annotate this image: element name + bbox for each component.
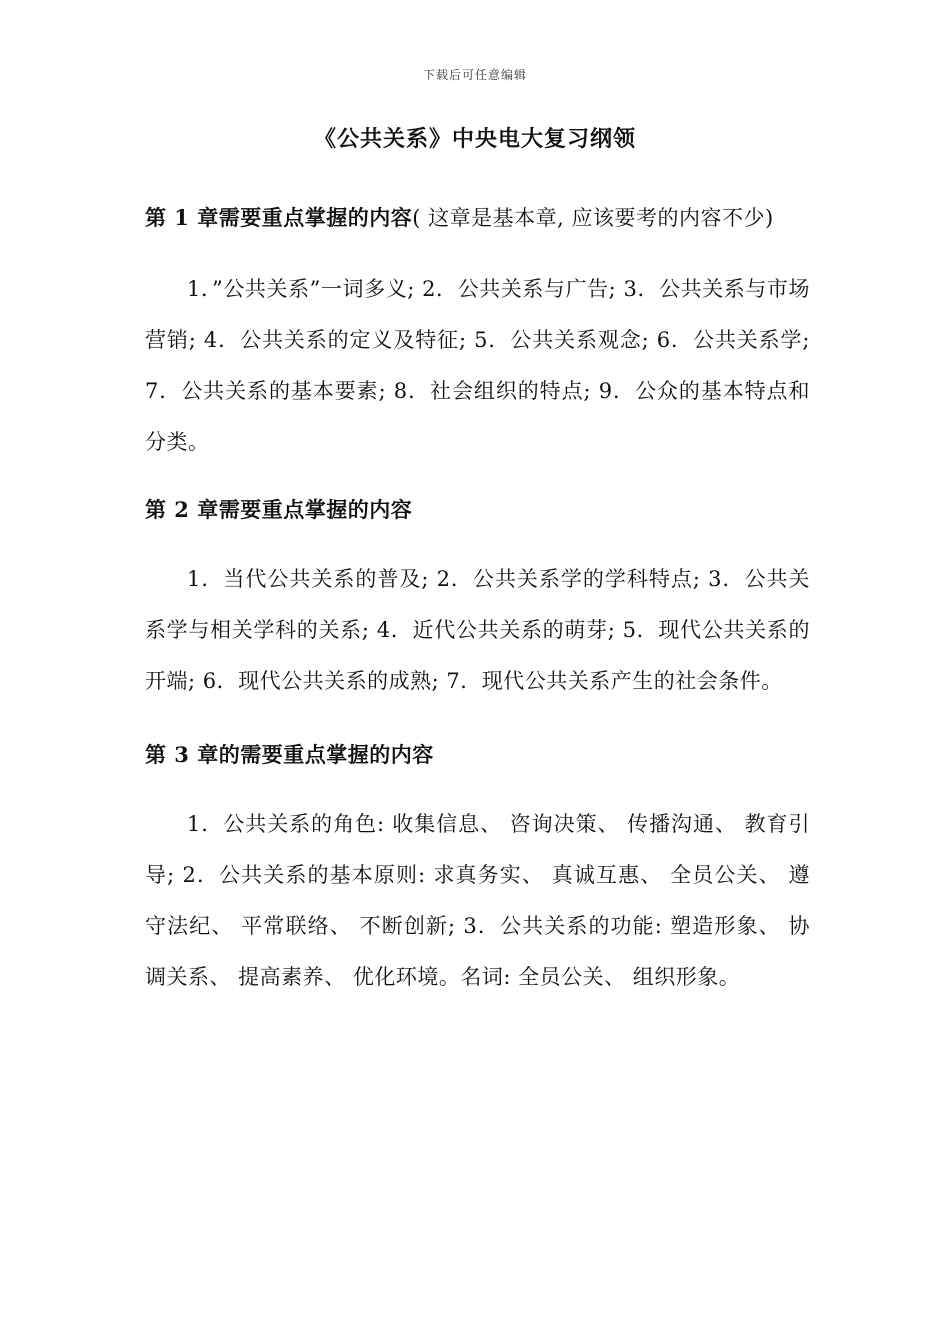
section-heading xyxy=(145,192,810,244)
section-body: 1．当代公共关系的普及; 2．公共关系学的学科特点; 3．公共关系学与相关学科的关系; 4．近代公共关系的萌芽; 5．现代公共关系的开端; 6．现代公共关系的成熟; 7．现代公共关系产生的社会条件。 xyxy=(145,567,810,693)
document-title: 《公共关系》中央电大复习纲领 xyxy=(313,126,636,152)
header-note: 下载后可任意编辑 xyxy=(422,68,527,82)
section-heading-text: 第 2 章需要重点掌握的内容 xyxy=(145,497,413,522)
section-heading-text: 第 3 章的需要重点掌握的内容 xyxy=(145,742,434,767)
section-heading-text: 第 1 章需要重点掌握的内容 xyxy=(145,205,413,230)
section-heading-note: ( 这章是基本章, 应该要考的内容不少) xyxy=(412,206,774,230)
section-heading xyxy=(145,484,810,536)
section-body: 1．”公共关系”一词多义; 2．公共关系与广告; 3．公共关系与市场营销; 4．公共关系的定义及特征; 5．公共关系观念; 6．公共关系学; 7．公共关系的基本要素; 8．社会组织的特点; 9．公众的基本特点和分类。 xyxy=(145,277,810,454)
section-body: 1．公共关系的角色: 收集信息、 咨询决策、 传播沟通、 教育引导; 2．公共关系的基本原则: 求真务实、 真诚互惠、 全员公关、 遵守法纪、 平常联络、 不断创新; 3．公共关系的功能: 塑造形象、 协调关系、 提高素养、 优化环境。名词: 全员公关、 组织形象。 xyxy=(145,812,810,989)
section-chapter-1 xyxy=(145,192,810,468)
section-heading xyxy=(145,729,810,781)
section-chapter-2 xyxy=(145,484,810,707)
document-content xyxy=(145,192,810,1003)
section-chapter-3 xyxy=(145,729,810,1003)
